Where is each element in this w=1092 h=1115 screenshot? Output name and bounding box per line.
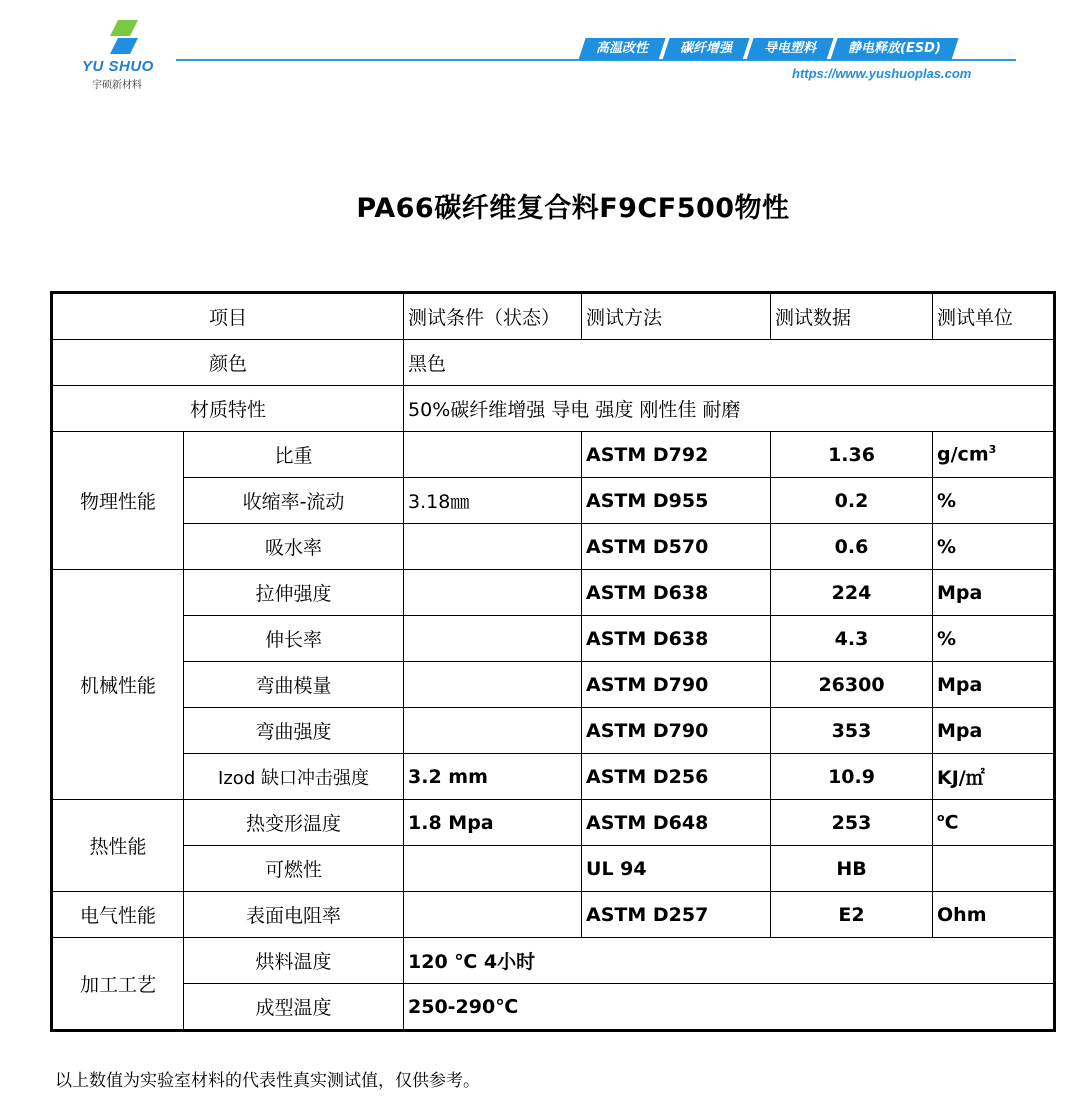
property-name: 伸长率 [184, 616, 404, 662]
property-value: E2 [771, 892, 933, 938]
property-unit: % [933, 524, 1055, 570]
property-condition [404, 708, 582, 754]
property-method: ASTM D638 [582, 616, 771, 662]
header-item: 项目 [52, 293, 404, 340]
logo-name: YU SHUO [82, 58, 154, 75]
table-row [52, 662, 1055, 708]
feature-label: 材质特性 [52, 386, 404, 432]
page-title: PA66碳纤维复合料F9CF500物性 [356, 193, 790, 224]
table-row [52, 892, 1055, 938]
property-method: ASTM D790 [582, 708, 771, 754]
table-row [52, 708, 1055, 754]
property-name: 收缩率-流动 [184, 478, 404, 524]
property-unit: % [933, 478, 1055, 524]
property-method: ASTM D792 [582, 432, 771, 478]
table-row [52, 754, 1055, 800]
property-condition: 3.18㎜ [404, 478, 582, 524]
header-condition: 测试条件（状态） [404, 293, 582, 340]
property-method: ASTM D570 [582, 524, 771, 570]
color-value: 黑色 [404, 340, 1055, 386]
property-condition [404, 892, 582, 938]
table-row [52, 984, 1055, 1031]
footnote: 以上数值为实验室材料的代表性真实测试值，仅供参考。 [55, 1071, 480, 1091]
property-condition [404, 662, 582, 708]
group-physical: 物理性能 [52, 432, 184, 570]
property-condition [404, 524, 582, 570]
tag-high-temp: 高温改性 [578, 38, 665, 60]
property-value: 0.6 [771, 524, 933, 570]
header-tags [582, 38, 959, 60]
group-mechanical: 机械性能 [52, 570, 184, 800]
property-value: 10.9 [771, 754, 933, 800]
property-name: 成型温度 [184, 984, 404, 1031]
property-name: 比重 [184, 432, 404, 478]
header-data: 测试数据 [771, 293, 933, 340]
website-link[interactable]: https://www.yushuoplas.com [792, 66, 972, 81]
table-row [52, 340, 1055, 386]
property-condition [404, 846, 582, 892]
table-row [52, 386, 1055, 432]
property-unit [933, 846, 1055, 892]
property-value: 26300 [771, 662, 933, 708]
property-name: Izod 缺口冲击强度 [184, 754, 404, 800]
property-name: 吸水率 [184, 524, 404, 570]
property-condition [404, 432, 582, 478]
property-value: 224 [771, 570, 933, 616]
properties-table [50, 291, 1056, 1032]
property-unit: Mpa [933, 570, 1055, 616]
group-electrical: 电气性能 [52, 892, 184, 938]
property-condition [404, 616, 582, 662]
table-row [52, 938, 1055, 984]
header-unit: 测试单位 [933, 293, 1055, 340]
property-unit: Mpa [933, 708, 1055, 754]
property-method: ASTM D648 [582, 800, 771, 846]
group-thermal: 热性能 [52, 800, 184, 892]
logo-subtitle: 宇硕新材料 [92, 80, 142, 91]
property-condition: 1.8 Mpa [404, 800, 582, 846]
property-unit: Ohm [933, 892, 1055, 938]
property-method: ASTM D638 [582, 570, 771, 616]
table-row [52, 432, 1055, 478]
color-label: 颜色 [52, 340, 404, 386]
property-name: 烘料温度 [184, 938, 404, 984]
property-value: 253 [771, 800, 933, 846]
table-row [52, 524, 1055, 570]
tag-conductive: 导电塑料 [746, 38, 833, 60]
property-method: ASTM D257 [582, 892, 771, 938]
property-name: 弯曲模量 [184, 662, 404, 708]
property-name: 弯曲强度 [184, 708, 404, 754]
tag-esd: 静电释放(ESD) [830, 38, 958, 60]
table-row [52, 846, 1055, 892]
yushuo-logo-icon [104, 18, 144, 58]
property-value: 120 ℃ 4小时 [404, 938, 1055, 984]
table-row [52, 800, 1055, 846]
header-method: 测试方法 [582, 293, 771, 340]
table-header-row [52, 293, 1055, 340]
property-name: 热变形温度 [184, 800, 404, 846]
property-unit: $^o$C [933, 800, 1055, 846]
table-row [52, 478, 1055, 524]
property-name: 拉伸强度 [184, 570, 404, 616]
property-name: 表面电阻率 [184, 892, 404, 938]
property-method: ASTM D256 [582, 754, 771, 800]
property-value: HB [771, 846, 933, 892]
property-method: ASTM D955 [582, 478, 771, 524]
property-value: 250-290℃ [404, 984, 1055, 1031]
table-row [52, 570, 1055, 616]
property-method: ASTM D790 [582, 662, 771, 708]
property-condition [404, 570, 582, 616]
property-value: 353 [771, 708, 933, 754]
table-row [52, 616, 1055, 662]
company-logo [82, 18, 182, 90]
property-condition: 3.2 mm [404, 754, 582, 800]
property-unit: $g/cm^3$ [933, 432, 1055, 478]
property-value: 0.2 [771, 478, 933, 524]
property-unit: % [933, 616, 1055, 662]
property-unit: KJ/㎡ [933, 754, 1055, 800]
tag-carbon-fiber: 碳纤增强 [662, 38, 749, 60]
property-method: UL 94 [582, 846, 771, 892]
feature-value: 50%碳纤维增强 导电 强度 刚性佳 耐磨 [404, 386, 1055, 432]
property-unit: Mpa [933, 662, 1055, 708]
property-value: 1.36 [771, 432, 933, 478]
group-processing: 加工工艺 [52, 938, 184, 1031]
property-name: 可燃性 [184, 846, 404, 892]
property-value: 4.3 [771, 616, 933, 662]
